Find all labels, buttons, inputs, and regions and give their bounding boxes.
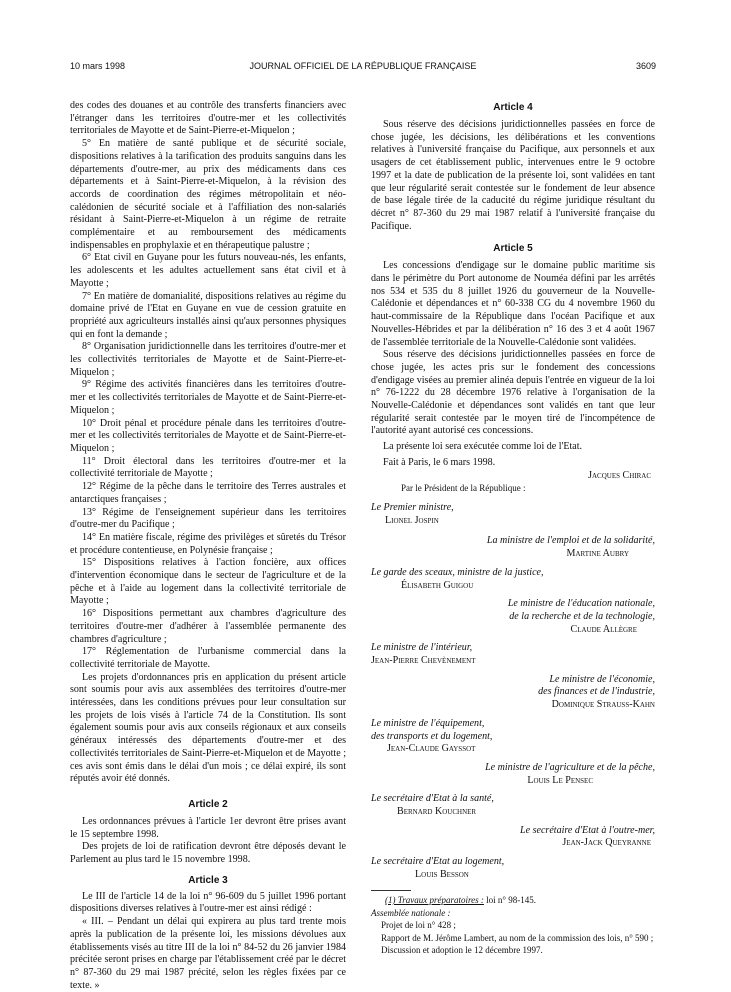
signatory-name: Louis Le Pensec xyxy=(527,774,593,786)
paragraph: 9° Régime des activités financières dans les territoires d'outre-mer et les collectivités territoriales de Mayotte et de Saint-Pierre-et-Miquelon ; xyxy=(70,379,346,416)
paragraph: Les ordonnances prévues à l'article 1er devront être prises avant le 15 septembre 1998. xyxy=(70,815,346,840)
paragraph: Les projets d'ordonnances pris en application du présent article sont soumis pour avis aux assemblées des territoires d'outre-mer intéressées, dans les conditions prévues pour leur consultation sur les projets de lois visés à l'article 74 de la Constitution. Ils sont également soumis pour avis aux conseils régionaux et aux conseils généraux intéressés des départements d'outre-mer et des collectivités territoriales de Saint-Pierre-et-Miquelon et de Mayotte ; ces avis sont émis dans le délai d'un mois ; ce délai expiré, ils sont réputés avoir été donnés. xyxy=(70,671,346,785)
signatory-title: Le ministre de l'économie, xyxy=(549,673,655,685)
footnote-line: Projet de loi n° 428 ; xyxy=(381,920,456,931)
signature-block xyxy=(371,762,655,787)
article-heading: Article 2 xyxy=(188,798,228,810)
right-column xyxy=(371,100,655,882)
footnote-line: Assemblée nationale : xyxy=(371,907,451,918)
signatory-title: Le ministre de l'éducation nationale, xyxy=(507,598,655,610)
signature-block xyxy=(371,825,655,850)
signatory-title: La ministre de l'emploi et de la solidarité, xyxy=(486,535,655,547)
signatory-title: de la recherche et de la technologie, xyxy=(509,610,655,622)
footnote-line: Rapport de M. Jérôme Lambert, au nom de la commission des lois, n° 590 ; xyxy=(381,932,654,943)
signatory-title: Le ministre de l'équipement, xyxy=(371,717,485,729)
signature-block xyxy=(371,535,655,560)
date-place: Fait à Paris, le 6 mars 1998. xyxy=(383,456,496,468)
header-journal-title: JOURNAL OFFICIEL DE LA RÉPUBLIQUE FRANÇAISE xyxy=(249,61,477,71)
footnote-separator xyxy=(371,890,411,891)
footnote-text: loi n° 98-145. xyxy=(483,895,537,905)
signature-block xyxy=(371,598,655,636)
left-column xyxy=(70,100,346,992)
signatory-title: Le secrétaire d'Etat à l'outre-mer, xyxy=(520,824,655,836)
signatory-name: Bernard Kouchner xyxy=(397,806,477,818)
paragraph: 7° En matière de domanialité, dispositions relatives au régime du domaine privé de l'Etat en Guyane en vue de cession gratuite en propriété aux agriculteurs installés ainsi qu'aux personnes physiques qui en font la demande ; xyxy=(70,290,346,340)
signatory-title: Le secrétaire d'Etat au logement, xyxy=(371,856,505,868)
article-heading: Article 3 xyxy=(188,874,228,886)
paragraph: des codes des douanes et au contrôle des transferts financiers avec l'étranger dans les territoires d'outre-mer et les collectivités territoriales de Mayotte et de Saint-Pierre-et-Miquelon ; xyxy=(70,100,346,137)
signatory-title: des finances et de l'industrie, xyxy=(538,686,655,698)
footnote-line xyxy=(371,894,655,907)
signature-block xyxy=(371,502,655,527)
article-heading: Article 4 xyxy=(493,102,533,113)
paragraph: Des projets de loi de ratification devront être déposés devant le Parlement au plus tard le 15 novembre 1998. xyxy=(70,841,346,866)
paragraph: 5° En matière de santé publique et de sécurité sociale, dispositions relatives à la tarification des produits sanguins dans les départements d'outre-mer, au prix des médicaments dans ces départements et à Saint-Pierre-et-Miquelon, à la révision des accords de coordination des régimes métropolitain et néo-calédonien de sécurité sociale et à l'affiliation des non-salariés résidant à Saint-Pierre-et-Miquelon à un régime de retraite complémentaire et au remboursement des médicaments indispensables en prophylaxie et en thérapeutique palustre ; xyxy=(70,138,346,251)
paragraph: Le III de l'article 14 de la loi n° 96-609 du 5 juillet 1996 portant dispositions diverses relatives à l'outre-mer est ainsi rédigé : xyxy=(70,890,346,915)
signatory-name: Claude Allègre xyxy=(570,623,637,635)
signature-block xyxy=(371,567,655,592)
paragraph: 17° Réglementation de l'urbanisme commercial dans la collectivité territoriale de Mayotte. xyxy=(70,646,346,670)
signatory-name: Jean-Claude Gayssot xyxy=(387,743,476,755)
paragraph: Sous réserve des décisions juridictionnelles passées en force de chose jugée, les décisions, les délibérations et les conventions relatives à l'université française du Pacifique, aux personnels et aux usagers de cet établissement public, intervenues entre le 9 octobre 1997 et la date de publication de la présente loi, sont validées en tant que leur régularité serait contestée sur le fondement de leur absence de base légale tirée de la caducité du régime juridique résultant du décret n° 87-360 du 29 mai 1987 relatif à l'université française du Pacifique. xyxy=(371,119,655,232)
signature-block xyxy=(371,674,655,712)
paragraph: 8° Organisation juridictionnelle dans les territoires d'outre-mer et les collectivités territoriales de Mayotte et de Saint-Pierre-et-Miquelon ; xyxy=(70,341,346,378)
paragraph: 16° Dispositions permettant aux chambres d'agriculture des territoires d'outre-mer d'adhérer à l'assemblée permanente des chambres d'agriculture ; xyxy=(70,608,346,645)
paragraph: 12° Régime de la pêche dans le territoire des Terres australes et antarctiques françaises ; xyxy=(70,481,346,505)
signatory-name: Lionel Jospin xyxy=(385,514,439,526)
signatory-name: Jacques Chirac xyxy=(588,469,651,481)
paragraph: 10° Droit pénal et procédure pénale dans les territoires d'outre-mer et les collectivités territoriales de Mayotte et de Saint-Pierre-et-Miquelon ; xyxy=(70,417,346,454)
signatory-name: Jean-Jack Queyranne xyxy=(562,837,651,849)
footnote-label: (1) Travaux préparatoires : xyxy=(385,895,484,905)
paragraph: 15° Dispositions relatives à l'action foncière, aux offices d'intervention économique dans le secteur de l'agriculture et de la pêche et à l'aide au logement dans la collectivité territoriale de Mayotte ; xyxy=(70,557,346,607)
signatory-name: Élisabeth Guigou xyxy=(401,579,474,591)
paragraph: « III. – Pendant un délai qui expirera au plus tard trente mois après la publication de la présente loi, les missions dévolues aux établissements visés au titre III de la loi n° 84-52 du 26 janvier 1984 précitée seront prises en charge par l'établissement créé par le décret n° 87-360 du 29 mai 1987 précité, selon les règles fixées par ce texte. » xyxy=(70,916,346,991)
paragraph: 13° Régime de l'enseignement supérieur dans les territoires d'outre-mer du Pacifique ; xyxy=(70,506,346,531)
paragraph: Sous réserve des décisions juridictionnelles passées en force de chose jugée, les actes pris sur le fondement des concessions d'endigage visées au premier alinéa depuis l'entrée en vigueur de la loi n° 76-1222 du 28 décembre 1976 relative à l'organisation de la Nouvelle-Calédonie et dépendances sont validés en tant que leur régularité serait contestée par le moyen tiré de l'incompétence de l'autorité ayant autorisé ces concessions. xyxy=(371,349,655,437)
signature-block xyxy=(371,718,655,756)
header-date: 10 mars 1998 xyxy=(70,61,126,71)
signatory-title: Le Premier ministre, xyxy=(371,501,454,513)
signatory-name: Martine Aubry xyxy=(566,548,629,560)
page-header xyxy=(70,60,656,72)
signatory-name: Dominique Strauss-Kahn xyxy=(551,699,655,711)
footnotes xyxy=(371,890,655,957)
header-page-number: 3609 xyxy=(635,61,656,71)
signature-block xyxy=(371,642,655,667)
paragraph: 14° En matière fiscale, régime des privilèges et sûretés du Trésor et procédure contentieuse, en Polynésie française ; xyxy=(70,531,346,556)
paragraph: Les concessions d'endigage sur le domaine public maritime sis dans le périmètre du Port autonome de Nouméa défini par les arrêtés nos 534 et 535 du 8 juillet 1926 du gouverneur de la Nouvelle-Calédonie et dépendances et n° 60-338 CG du 4 novembre 1960 du haut-commissaire de la République dans l'océan Pacifique et aux Nouvelles-Hébrides et par la délibération n° 16 des 3 et 4 août 1967 de l'assemblée territoriale de la Nouvelle-Calédonie sont validées. xyxy=(371,260,655,348)
signatory-title: Le ministre de l'intérieur, xyxy=(371,642,473,654)
article-heading: Article 5 xyxy=(493,243,533,255)
footnote-line: Discussion et adoption le 12 décembre 1997. xyxy=(381,945,543,956)
signatory-title: Le secrétaire d'Etat à la santé, xyxy=(371,793,494,805)
paragraph: La présente loi sera exécutée comme loi de l'Etat. xyxy=(383,441,583,453)
signature-block xyxy=(371,793,655,818)
signatory-name: Jean-Pierre Chevènement xyxy=(371,655,476,667)
signatory-title: des transports et du logement, xyxy=(371,730,493,742)
paragraph: 11° Droit électoral dans les territoires d'outre-mer et la collectivité territoriale de Mayotte ; xyxy=(70,455,346,480)
signatory-title: Le ministre de l'agriculture et de la pêche, xyxy=(485,761,655,773)
countersign-intro: Par le Président de la République : xyxy=(401,483,526,494)
signatory-title: Le garde des sceaux, ministre de la justice, xyxy=(371,566,544,578)
paragraph: 6° Etat civil en Guyane pour les futurs nouveau-nés, les enfants, les adolescents et les adultes actuellement sans état civil et à Mayotte ; xyxy=(70,252,346,289)
signature-block xyxy=(371,856,655,881)
signatory-name: Louis Besson xyxy=(415,868,469,880)
